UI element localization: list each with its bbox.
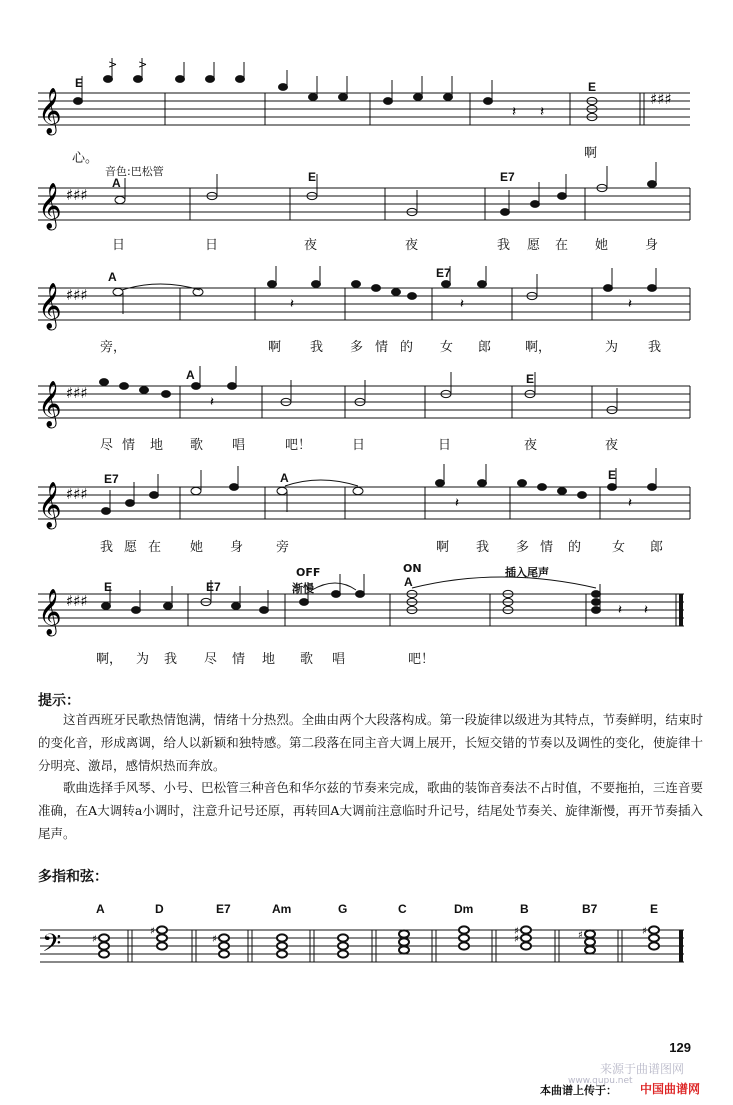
svg-text:𝄽: 𝄽 xyxy=(290,297,294,312)
chord-name: D xyxy=(155,902,164,916)
chord-label: A xyxy=(112,176,121,190)
svg-text:♯: ♯ xyxy=(642,926,647,937)
lyric: 为 xyxy=(605,340,619,355)
lyric: 啊， xyxy=(525,340,552,355)
chord-label: E7 xyxy=(104,472,119,486)
chord-name: B xyxy=(520,902,529,916)
chord-label: E xyxy=(526,372,535,386)
treble-clef-icon: 𝄞 xyxy=(38,88,62,134)
chord-name: Dm xyxy=(454,902,474,916)
treble-clef-icon: 𝄞 xyxy=(38,283,62,329)
chord-label: E xyxy=(588,80,597,94)
lyric: 歌 xyxy=(300,652,314,667)
lyric: 在 xyxy=(148,540,162,555)
svg-text:♯♯♯: ♯♯♯ xyxy=(650,90,672,108)
svg-text:𝄽: 𝄽 xyxy=(460,297,464,312)
lyric: 多 xyxy=(350,340,364,355)
lyric: 在 xyxy=(555,238,569,253)
lyric: 心。 xyxy=(72,151,99,166)
svg-text:♯♯♯: ♯♯♯ xyxy=(66,286,88,304)
lyric: 多 xyxy=(516,540,530,555)
lyric: 女 xyxy=(612,540,626,555)
lyric: 夜 xyxy=(304,238,318,253)
chord-name: C xyxy=(398,902,407,916)
svg-text:>: > xyxy=(138,58,148,71)
lyric: 旁， xyxy=(100,340,127,355)
lyric: 的 xyxy=(400,340,414,355)
svg-text:♯♯♯: ♯♯♯ xyxy=(66,592,88,610)
chord-label: E xyxy=(75,76,84,90)
lyric: 情 xyxy=(232,652,246,667)
watermark-url: www.qupu.net xyxy=(568,1076,633,1086)
lyric: 情 xyxy=(540,540,554,555)
lyric: 女 xyxy=(440,340,454,355)
svg-text:𝄽: 𝄽 xyxy=(210,395,214,410)
svg-text:♯: ♯ xyxy=(514,926,519,937)
instrument-label: 音色:巴松管 xyxy=(105,165,164,178)
lyric: 夜 xyxy=(405,238,419,253)
chord-name: B7 xyxy=(582,902,598,916)
svg-text:♯: ♯ xyxy=(212,934,217,945)
lyric: 啊， xyxy=(96,652,123,667)
lyric: 的 xyxy=(568,540,582,555)
lyric: 我 xyxy=(164,652,178,667)
lyric: 我 xyxy=(476,540,490,555)
lyric: 夜 xyxy=(605,438,619,453)
svg-text:♯: ♯ xyxy=(92,934,97,945)
lyric: 夜 xyxy=(524,438,538,453)
tips-heading: 提示： xyxy=(38,693,80,709)
lyric: 我 xyxy=(100,540,114,555)
lyric: 唱 xyxy=(332,652,346,667)
svg-text:𝄽: 𝄽 xyxy=(455,496,459,511)
chord-label: A xyxy=(404,575,413,589)
lyric: 情 xyxy=(375,340,389,355)
chord-label: E7 xyxy=(500,170,515,184)
chord-name: G xyxy=(338,902,348,916)
svg-text:♯: ♯ xyxy=(578,930,583,941)
treble-clef-icon: 𝄞 xyxy=(38,589,62,635)
lyric: 我 xyxy=(310,340,324,355)
lyric: 日 xyxy=(352,438,366,453)
svg-text:𝄽: 𝄽 xyxy=(512,104,517,120)
svg-text:♯♯♯: ♯♯♯ xyxy=(66,485,88,503)
lyric: 日 xyxy=(112,238,126,253)
chord-label: E xyxy=(608,468,617,482)
lyric: 她 xyxy=(190,540,204,555)
watermark: 来源于曲谱图网 xyxy=(600,1062,685,1076)
lyric: 歌 xyxy=(190,438,204,453)
chord-label: E xyxy=(308,170,317,184)
chord-name: Am xyxy=(272,902,292,916)
chord-name: E7 xyxy=(216,902,231,916)
lyric: 我 xyxy=(497,238,511,253)
svg-text:𝄽: 𝄽 xyxy=(644,603,648,618)
lyric: 啊 xyxy=(268,340,282,355)
svg-text:♯: ♯ xyxy=(514,934,519,945)
svg-text:𝄽: 𝄽 xyxy=(540,104,545,120)
lyric: 为 xyxy=(136,652,150,667)
lyric: 郎 xyxy=(478,340,492,355)
chord-label: E7 xyxy=(436,266,451,280)
lyric: 日 xyxy=(205,238,219,253)
svg-text:♯♯♯: ♯♯♯ xyxy=(66,384,88,402)
off-mark: OFF xyxy=(296,566,321,579)
chord-label: E7 xyxy=(206,580,221,594)
page-number: 129 xyxy=(669,1040,691,1055)
bass-clef-icon: 𝄢 xyxy=(42,929,62,964)
lyric: 郎 xyxy=(650,540,664,555)
svg-text:𝄽: 𝄽 xyxy=(618,603,622,618)
lyric: 地 xyxy=(262,652,276,667)
lyric: 啊 xyxy=(436,540,450,555)
outro-mark: 插入尾声 xyxy=(505,566,549,579)
footer-logo[interactable]: 中国曲谱网 xyxy=(640,1082,701,1096)
lyric: 旁 xyxy=(276,540,290,555)
lyric: 身 xyxy=(645,238,659,253)
chord-label: A xyxy=(186,368,195,382)
rit-mark: 渐慢 xyxy=(292,582,314,595)
lyric: 我 xyxy=(648,340,662,355)
footer-text: 本曲谱上传于： xyxy=(540,1084,617,1097)
svg-text:>: > xyxy=(108,58,118,71)
svg-text:♯♯♯: ♯♯♯ xyxy=(66,186,88,204)
chord-name: A xyxy=(96,902,105,916)
svg-text:𝄽: 𝄽 xyxy=(628,297,632,312)
tips-paragraph-1: 这首西班牙民歌热情饱满，情绪十分热烈。全曲由两个大段落构成。第一段旋律以级进为其特点，节奏鲜明，结束时的变化音，形成离调，给人以新颖和独特感。第二段落在同主音大调上展开，长短交错的节奏以及调性的变化，使旋律十分明亮、激昂，感情炽热而奔放。 xyxy=(38,712,703,773)
lyric: 尽 xyxy=(204,652,218,667)
fingered-chords-heading: 多指和弦： xyxy=(38,869,108,885)
lyric: 她 xyxy=(595,238,609,253)
lyric: 愿 xyxy=(124,540,138,555)
lyric: 愿 xyxy=(527,238,541,253)
chord-label: A xyxy=(280,471,289,485)
lyric: 吧！ xyxy=(408,652,435,667)
lyric: 日 xyxy=(438,438,452,453)
chord-label: A xyxy=(108,270,117,284)
treble-clef-icon: 𝄞 xyxy=(38,482,62,528)
lyric: 吧！ xyxy=(285,438,312,453)
lyric: 尽 xyxy=(100,438,114,453)
lyric: 啊 xyxy=(584,146,598,161)
treble-clef-icon: 𝄞 xyxy=(38,381,62,427)
lyric: 身 xyxy=(230,540,244,555)
tips-paragraph-2: 歌曲选择手风琴、小号、巴松管三种音色和华尔兹的节奏来完成，歌曲的装饰音奏法不占时值，不要拖拍，三连音要准确，在A大调转a小调时，注意升记号还原，再转回A大调前注意临时升记号，结尾处节奏关、旋律渐慢，再开节奏插入尾声。 xyxy=(38,780,703,841)
chord-name: E xyxy=(650,902,659,916)
lyric: 唱 xyxy=(232,438,246,453)
svg-text:𝄽: 𝄽 xyxy=(628,496,632,511)
on-mark: ON xyxy=(403,562,422,575)
svg-text:♯: ♯ xyxy=(150,926,155,937)
lyric: 情 xyxy=(122,438,136,453)
chord-label: E xyxy=(104,580,113,594)
treble-clef-icon: 𝄞 xyxy=(38,183,62,229)
lyric: 地 xyxy=(150,438,164,453)
